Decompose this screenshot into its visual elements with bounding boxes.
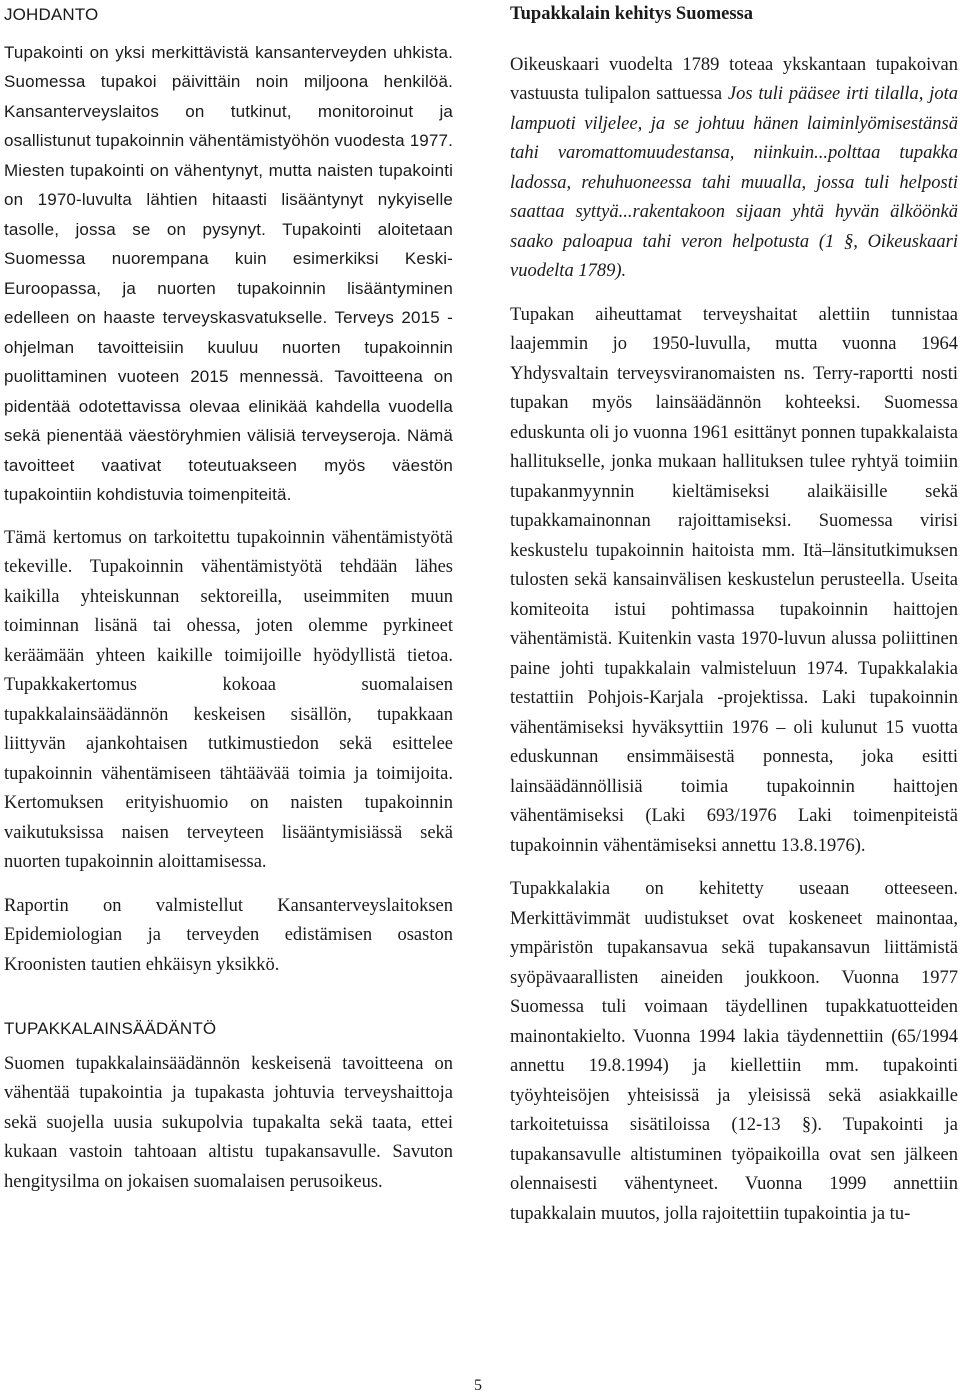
history-paragraph-3: Tupakkalakia on kehitetty useaan otteeseen. Merkittävimmät uudistukset ovat koskeneet mainontaa, ympäristön tupakansavua sekä tupakansavun liittämistä syöpävaarallisten aineiden joukkoon. Vuonna 1977 Suomessa tuli voimaan täydellinen tupakkatuotteiden mainontakielto. Vuonna 1994 lakia täydennettiin (65/1994 annettu 19.8.1994) ja kiellettiin mm. tupakointi työyhteisöjen yhteisissä ja yleisissä sekä asiakkaille tarkoitetuissa sisätiloissa (12-13 §). Tupakointi ja tupakansavulle altistuminen työpaikoilla ovat sen jälkeen olennaisesti vähentyneet. Vuonna 1999 annettiin tupakkalain muutos, jolla rajoitettiin tupakointia ja tu- [510, 879, 958, 1224]
history-paragraph-1 [510, 51, 958, 287]
left-column [4, 0, 453, 1197]
page-number: 5 [474, 1377, 482, 1394]
intro-paragraph-1: Tupakointi on yksi merkittävistä kansanterveyden uhkista. Suomessa tupakoi päivittäin noin miljoona henkilöä. Kansanterveyslaitos on tutkinut, monitoroinut ja osallistunut tupakoinnin vähentämistyöhön vuodesta 1977. Miesten tupakointi on vähentynyt, mutta naisten tupakointi on 1970-luvulta lähtien hitaasti lisääntynyt nykyiselle tasolle, jossa se on pysynyt. Tupakointi aloitetaan Suomessa nuorempana kuin esimerkiksi Keski-Euroopassa, ja nuorten tupakoinnin lisääntyminen edelleen on haaste terveyskasvatukselle. Terveys 2015 -ohjelman tavoitteisiin kuuluu nuorten tupakoinnin puolittaminen vuoteen 2015 mennessä. Tavoitteena on pidentää odotettavissa olevaa elinikää kahdella vuodella sekä pienentää väestöryhmien välisiä terveyseroja. Nämä tavoitteet vaativat toteutuakseen myös väestön tupakointiin kohdistuvia toimenpiteitä. [4, 42, 453, 504]
history-paragraph-1-intro: Oikeuskaari vuodelta 1789 toteaa ykskantaan tupakoivan vastuusta tulipalon sattuessa [510, 54, 958, 104]
law-heading: TUPAKKALAINSÄÄDÄNTÖ [4, 1019, 217, 1038]
intro-heading: JOHDANTO [4, 5, 99, 24]
history-section [510, 51, 958, 1230]
intro-section [4, 38, 453, 981]
history-paragraph-2: Tupakan aiheuttamat terveyshaitat alettiin tunnistaa laajemmin jo 1950-luvulla, mutta vuonna 1964 Yhdysvaltain terveysviranomaisten ns. Terry-raportti nosti tupakan myös lainsäädännön kohteeksi. Suomessa eduskunta oli jo vuonna 1961 esittänyt ponnen tupakkalaista hallitukselle, jonka mukaan hallituksen tulee ryhtyä toimiin tupakanmyynnin kieltämiseksi alaikäisille sekä tupakkamainonnan rajoittamiseksi. Suomessa virisi keskustelu tupakoinnin haitoista mm. Itä–länsitutkimuksen tulosten sekä kansainvälisen keskustelun perusteella. Useita komiteoita istui pohtimassa tupakoinnin haittojen vähentämistä. Kuitenkin vasta 1970-luvun alussa poliittinen paine johti tupakkalain valmisteluun 1974. Tupakkalakia testattiin Pohjois-Karjala -projektissa. Laki tupakoinnin vähentämiseksi hyväksyttiin 1976 – oli kulunut 15 vuotta eduskunnan ensimmäisestä ponnesta, joka esitti lainsäädännöllisiä toimia tupakoinnin haittojen vähentämiseksi (Laki 693/1976 Laki toimenpiteistä tupakoinnin vähentämiseksi annettu 13.8.1976). [510, 304, 958, 856]
history-heading: Tupakkalain kehitys Suomessa [510, 4, 754, 24]
oikeuskaari-quote: Jos tuli pääsee irti tilalla, jota lampuoti viljelee, ja se johtuu hänen laiminlyömisestänsä tahi varomattomuudestansa, niinkuin...polttaa tupakka ladossa, rehuhuoneessa tahi muualla, jossa tuli helposti saattaa syttyä...rakentakoon sijaan yhtä hyvän älköönkä saako paloapua tahi veron helpotusta (1 §, Oikeuskaari vuodelta 1789). [510, 84, 958, 281]
law-paragraph: Suomen tupakkalainsäädännön keskeisenä tavoitteena on vähentää tupakointia ja tupakasta johtuvia terveyshaittoja sekä suojella uusia sukupolvia tupakalta sekä taata, ettei kukaan vastoin tahtoaan altistu tupakansavulle. Savuton hengitysilma on jokaisen suomalaisen perusoikeus. [4, 1053, 453, 1192]
intro-paragraph-3: Raportin on valmistellut Kansanterveyslaitoksen Epidemiologian ja terveyden edistämisen osaston Kroonisten tautien ehkäisyn yksikkö. [4, 895, 453, 975]
intro-paragraph-2: Tämä kertomus on tarkoitettu tupakoinnin vähentämistyötä tekeville. Tupakoinnin vähentämistyötä tehdään lähes kaikilla yhteiskunnan sektoreilla, useimmiten muun toiminnan lisänä tai ohessa, joten olemme pyrkineet keräämään yhteen kaikille toimijoille hyödyllistä tietoa. Tupakkakertomus kokoaa suomalaisen tupakkalainsäädännön keskeisen sisällön, tupakkaan liittyvän ajankohtaisen tutkimustiedon sekä esittelee tupakoinnin vähentämiseen tähtäävää toimia ja toimijoita. Kertomuksen erityishuomio on naisten tupakoinnin vaikutuksissa naisen terveyteen lisääntymisiässä sekä nuorten tupakoinnin aloittamisessa. [4, 527, 453, 872]
right-column [510, 0, 958, 1229]
